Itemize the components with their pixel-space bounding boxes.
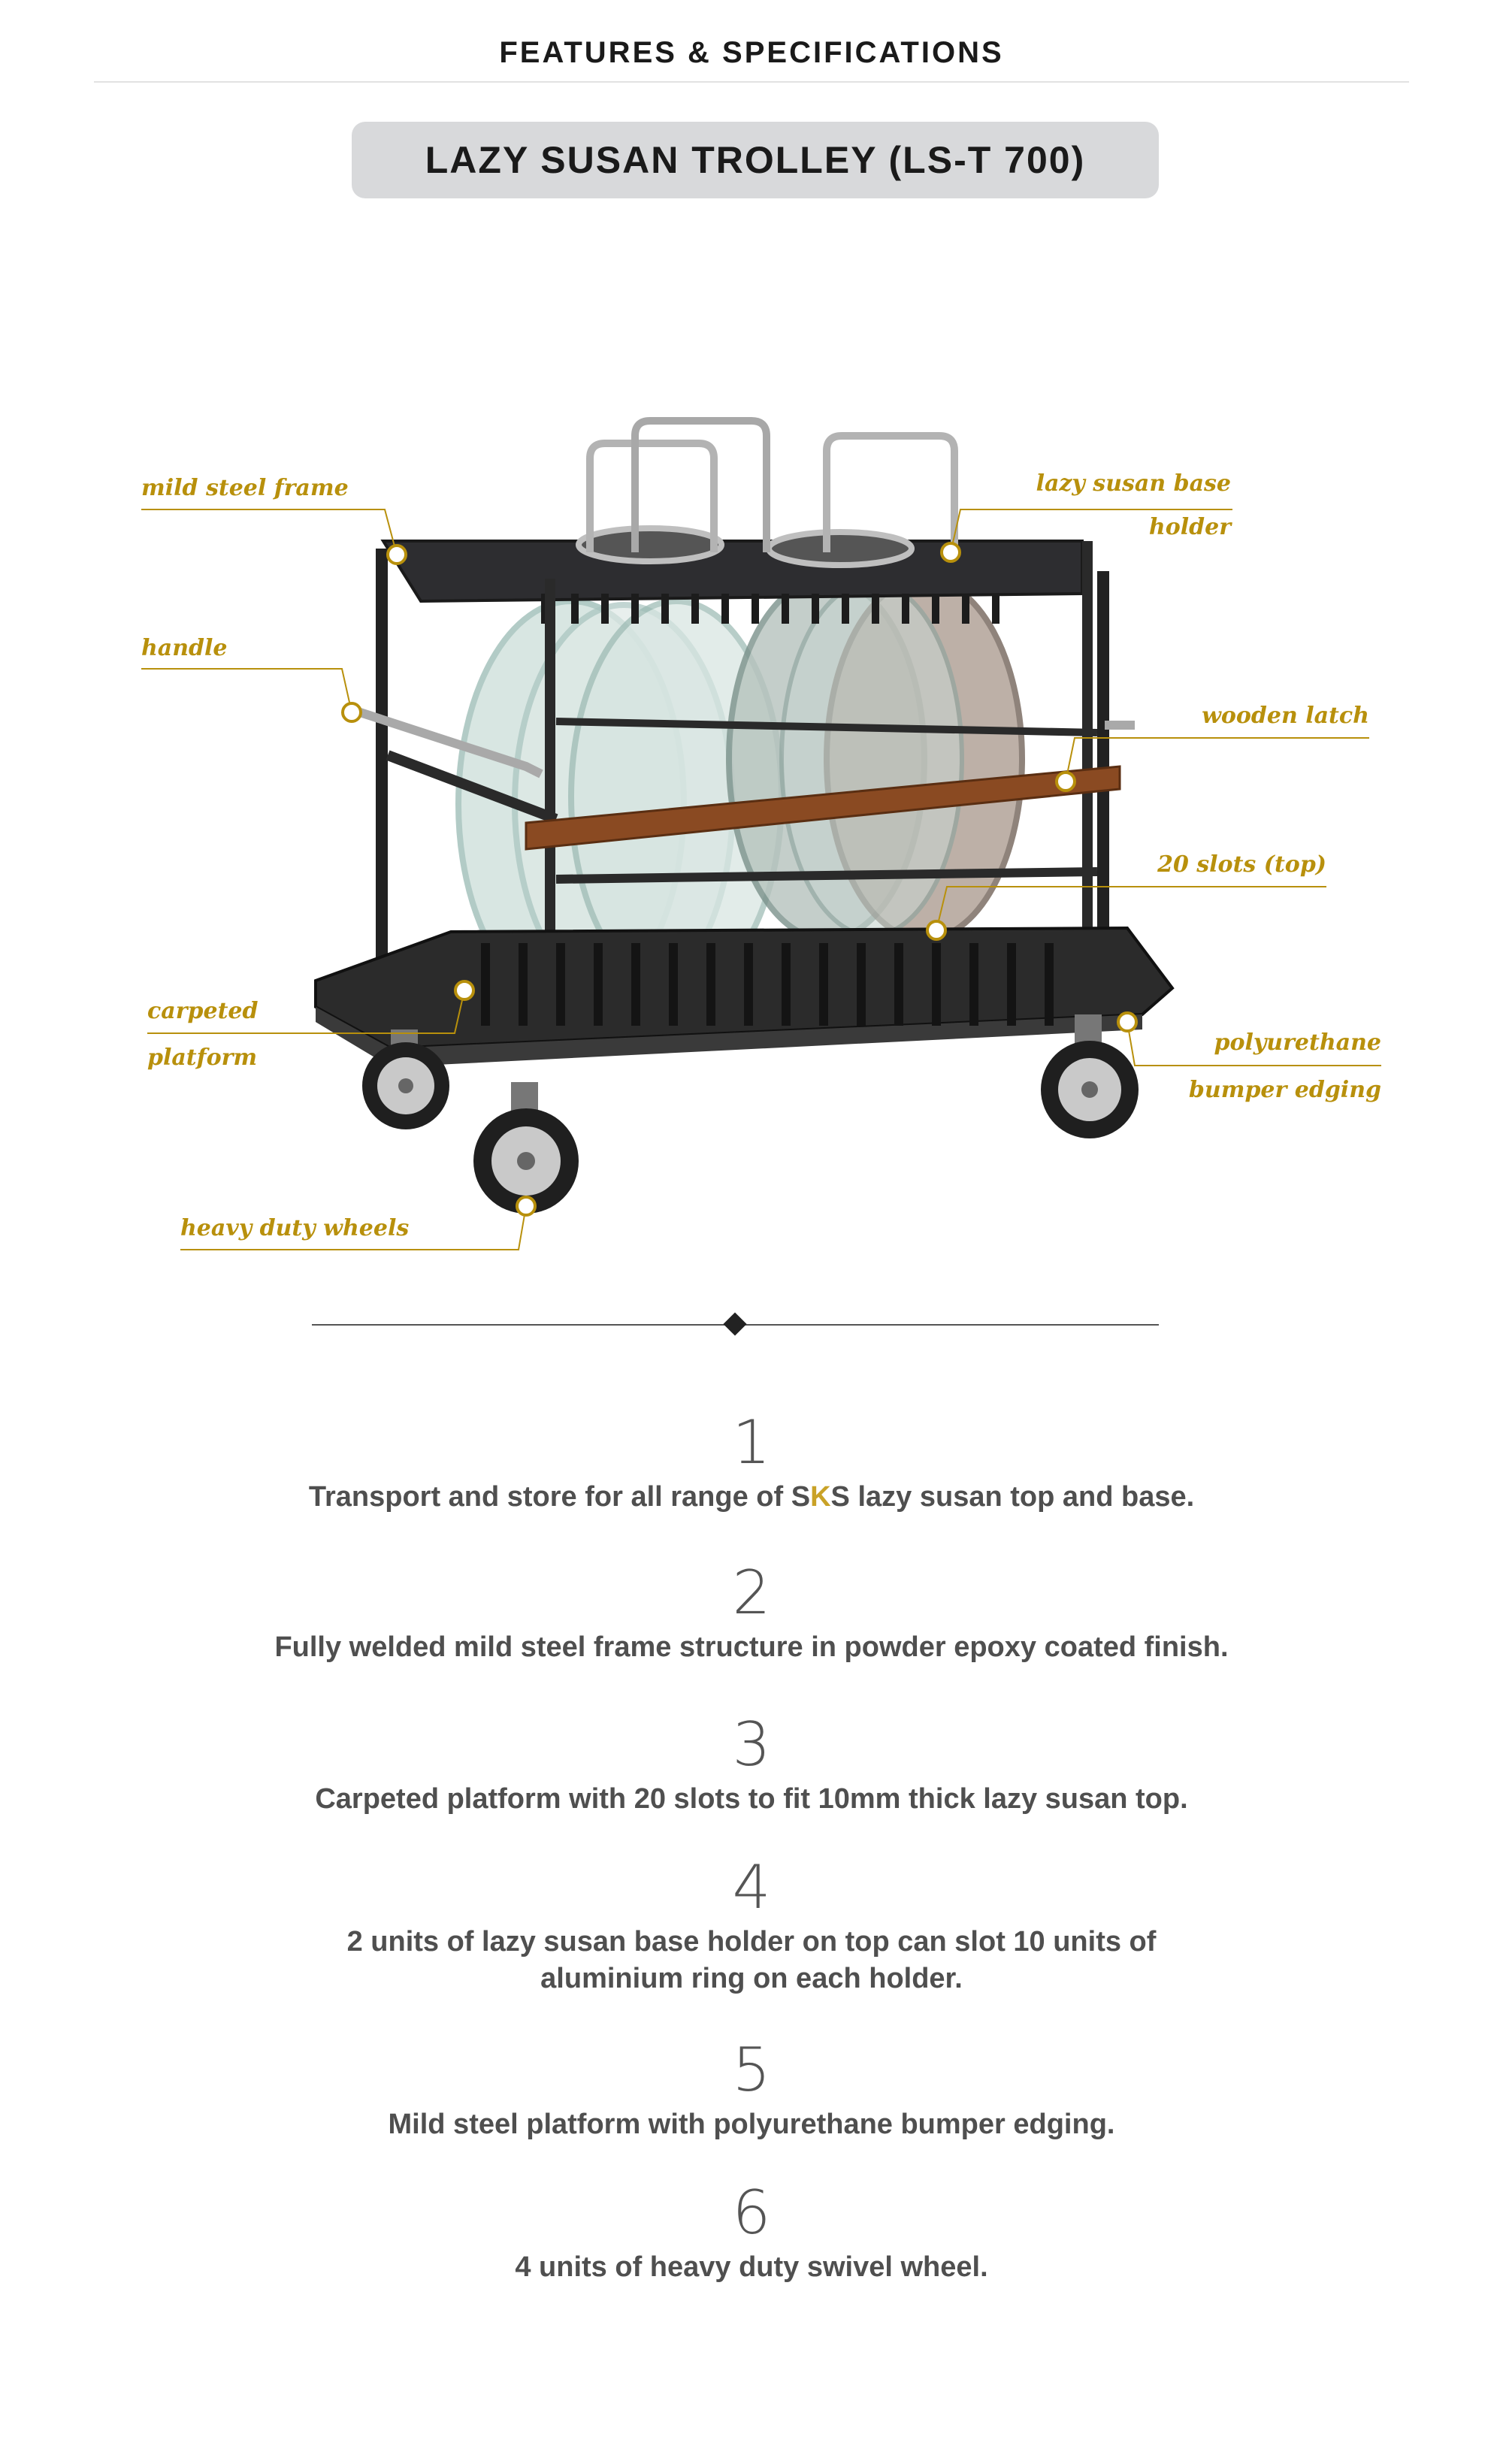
feature-text: Transport and store for all range of SKS lazy susan top and base.	[308, 1481, 1195, 1513]
feature-number: 6	[732, 2178, 771, 2248]
product-title: LAZY SUSAN TROLLEY (LS-T 700)	[425, 139, 1086, 181]
callout-mild-steel-frame: mild steel frame	[141, 475, 349, 501]
callout-bumper-edging-line2: bumper edging	[1188, 1077, 1381, 1103]
page-header-title: FEATURES & SPECIFICATIONS	[499, 36, 1004, 69]
feature-number: 4	[732, 1852, 771, 1922]
trolley-illustration	[301, 406, 1202, 1232]
feature-text: 4 units of heavy duty swivel wheel.	[515, 2251, 988, 2283]
feature-text: Carpeted platform with 20 slots to fit 10mm thick lazy susan top.	[315, 1783, 1188, 1815]
feature-text-line1: 2 units of lazy susan base holder on top can slot 10 units of	[346, 1926, 1157, 1958]
callout-wooden-latch: wooden latch	[1202, 703, 1369, 729]
feature-item-6	[0, 2178, 1503, 2286]
feature-text: Fully welded mild steel frame structure in powder epoxy coated finish.	[274, 1631, 1229, 1663]
feature-text-line2: aluminium ring on each holder.	[540, 1963, 963, 1995]
feature-item-2	[0, 1558, 1503, 1666]
brand-name: SKS	[791, 1481, 850, 1513]
callout-lazy-susan-base-holder-line1: lazy susan base	[1036, 470, 1231, 497]
callout-carpeted-platform-line1: carpeted	[147, 998, 259, 1024]
divider-diamond-icon	[723, 1312, 746, 1335]
feature-item-5	[0, 2035, 1503, 2143]
feature-text	[0, 1924, 1503, 1998]
feature-number: 3	[732, 1710, 771, 1779]
callout-carpeted-platform-line2: platform	[147, 1045, 258, 1071]
feature-number: 2	[732, 1558, 771, 1628]
feature-item-1	[0, 1407, 1503, 1516]
product-title-banner	[352, 122, 1159, 198]
feature-text: Mild steel platform with polyurethane bumper edging.	[388, 2109, 1115, 2140]
feature-item-4	[0, 1852, 1503, 1998]
feature-number: 5	[732, 2035, 771, 2105]
callout-lazy-susan-base-holder-line2: holder	[1148, 514, 1231, 540]
header-divider	[94, 81, 1409, 83]
feature-number: 1	[732, 1407, 771, 1477]
feature-item-3	[0, 1710, 1503, 1818]
callout-polyurethane-line1: polyurethane	[1214, 1029, 1381, 1056]
callout-handle: handle	[141, 635, 228, 661]
callout-20-slots-top: 20 slots (top)	[1157, 851, 1326, 878]
callout-heavy-duty-wheels: heavy duty wheels	[180, 1215, 410, 1241]
